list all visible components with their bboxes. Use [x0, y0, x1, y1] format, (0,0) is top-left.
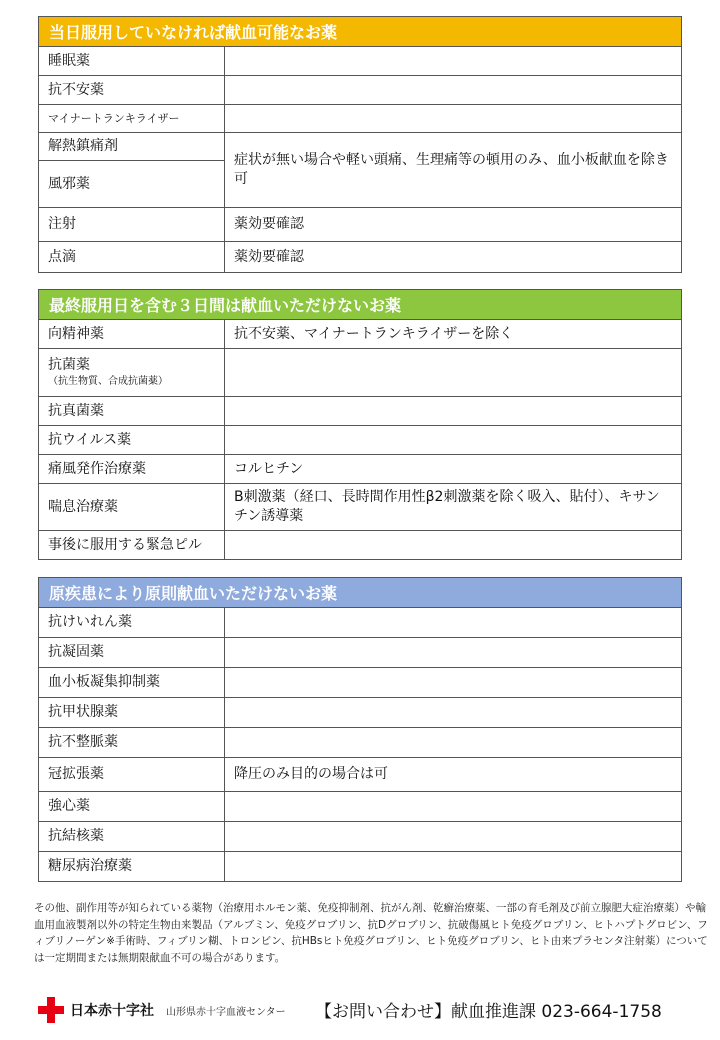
drug-note — [225, 76, 682, 105]
drug-note: コルヒチン — [225, 455, 682, 484]
drug-name: 強心薬 — [39, 792, 225, 822]
drug-note — [225, 728, 682, 758]
drug-note — [225, 105, 682, 133]
drug-note: 降圧のみ目的の場合は可 — [225, 758, 682, 792]
drug-note: 抗不安薬、マイナートランキライザーを除く — [225, 320, 682, 349]
drug-note — [225, 531, 682, 560]
drug-name: 糖尿病治療薬 — [39, 852, 225, 882]
drug-name: 睡眠薬 — [39, 47, 225, 76]
drug-note — [225, 668, 682, 698]
organization-name: 日本赤十字社 — [70, 1003, 154, 1019]
drug-note: Β刺激薬（経口、長時間作用性β2刺激薬を除く吸入、貼付）、キサンチン誘導薬 — [225, 484, 682, 531]
drug-note — [225, 852, 682, 882]
section-header: 最終服用日を含む３日間は献血いただけないお薬 — [39, 290, 682, 320]
drug-note: 薬効要確認 — [225, 242, 682, 273]
drug-name: 注射 — [39, 208, 225, 242]
section-table-same-day — [38, 16, 682, 273]
drug-note: 薬効要確認 — [225, 208, 682, 242]
drug-note — [225, 426, 682, 455]
drug-name: 抗けいれん薬 — [39, 608, 225, 638]
footnote: その他、副作用等が知られている薬物（治療用ホルモン薬、免疫抑制剤、抗がん剤、乾癬治療薬、一部の育毛剤及び前立腺肥大症治療薬）や輸血用血液製剤以外の特定生物由来製品（アルブミン、免疫グロブリン、抗Dグロブリン、抗破傷風ヒト免疫グロブリン、ヒトハプトグロビン、フィブリノーゲン※手術時、フィブリン糊、トロンビン、抗HBsヒト免疫グロブリン、ヒト免疫グロブリン、ヒト由来プラセンタ注射薬）については一定期間または無期限献血不可の場合があります。 — [34, 902, 708, 964]
drug-name: 向精神薬 — [39, 320, 225, 349]
drug-name: 痛風発作治療薬 — [39, 455, 225, 484]
drug-name: マイナートランキライザー — [39, 105, 225, 133]
drug-name: 冠拡張薬 — [39, 758, 225, 792]
drug-name-cell — [39, 349, 225, 397]
drug-name: 抗菌薬 — [48, 357, 90, 373]
blood-center-name: 山形県赤十字血液センター — [166, 1007, 286, 1018]
section-header: 原疾患により原則献血いただけないお薬 — [39, 578, 682, 608]
drug-note — [225, 608, 682, 638]
drug-name: 点滴 — [39, 242, 225, 273]
section-table-three-days — [38, 289, 682, 560]
section-header: 当日服用していなければ献血可能なお薬 — [39, 17, 682, 47]
drug-note — [225, 792, 682, 822]
drug-name: 解熱鎮痛剤 — [39, 133, 225, 161]
drug-note — [225, 638, 682, 668]
drug-name: 抗甲状腺薬 — [39, 698, 225, 728]
drug-note — [225, 822, 682, 852]
drug-name: 抗真菌薬 — [39, 397, 225, 426]
drug-name: 風邪薬 — [39, 161, 225, 208]
drug-name: 抗不整脈薬 — [39, 728, 225, 758]
contact-info: 【お問い合わせ】献血推進課 023-664-1758 — [315, 1002, 662, 1022]
drug-name: 抗ウイルス薬 — [39, 426, 225, 455]
drug-note — [225, 349, 682, 397]
section-table-underlying-disease — [38, 577, 682, 882]
red-cross-icon — [38, 997, 64, 1023]
drug-name: 喘息治療薬 — [39, 484, 225, 531]
drug-name: 血小板凝集抑制薬 — [39, 668, 225, 698]
drug-name: 抗不安薬 — [39, 76, 225, 105]
drug-note — [225, 698, 682, 728]
drug-name-sub: （抗生物質、合成抗菌薬） — [48, 376, 168, 387]
drug-note — [225, 47, 682, 76]
drug-note: 症状が無い場合や軽い頭痛、生理痛等の頓用のみ、血小板献血を除き可 — [225, 133, 682, 208]
drug-note — [225, 397, 682, 426]
drug-name: 抗結核薬 — [39, 822, 225, 852]
drug-name: 事後に服用する緊急ピル — [39, 531, 225, 560]
drug-name: 抗凝固薬 — [39, 638, 225, 668]
footer — [38, 995, 688, 1025]
